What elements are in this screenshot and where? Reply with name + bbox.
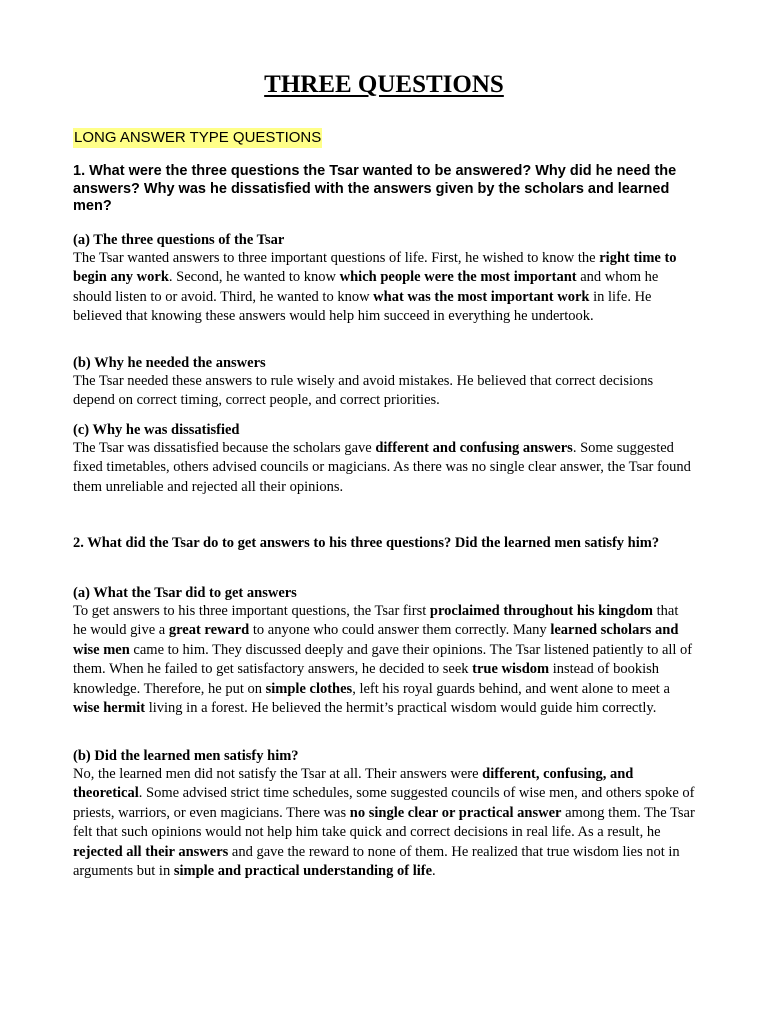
q1-b-text: The Tsar needed these answers to rule wisely and avoid mistakes. He believed that correct decisions depend on correct timing, correct people, and correct priorities. [73, 373, 654, 409]
section-label: LONG ANSWER TYPE QUESTIONS [74, 129, 322, 146]
q2-b-heading: (b) Did the learned men satisfy him? [73, 748, 299, 764]
question-2: 2. What did the Tsar do to get answers to his three questions? Did the learned men satisfy him? [73, 535, 660, 551]
q1-answer-a [73, 231, 695, 327]
page-title: THREE QUESTIONS [264, 71, 504, 98]
q1-c-text: The Tsar was dissatisfied because the scholars gave different and confusing answers. Some suggested fixed timetables, others advised councils or magicians. As there was no single clear answer, the Tsar found them unreliable and rejected all their opinions. [73, 440, 691, 495]
q1-b-heading: (b) Why he needed the answers [73, 355, 266, 371]
q1-c-heading: (c) Why he was dissatisfied [73, 422, 240, 438]
q1-answer-c [73, 421, 695, 497]
q2-answer-b [73, 747, 695, 881]
q1-answer-b [73, 354, 695, 411]
q2-a-heading: (a) What the Tsar did to get answers [73, 585, 297, 601]
question-1: 1. What were the three questions the Tsar wanted to be answered? Why did he need the answers? Why was he dissatisfied with the answers given by the scholars and learned men? [73, 163, 677, 214]
q2-b-text: No, the learned men did not satisfy the Tsar at all. Their answers were different, confusing, and theoretical. Some advised strict time schedules, some suggested councils of wise men, and others spoke of priests, warriors, or even magicians. There was no single clear or practical answer among them. The Tsar felt that such opinions would not help him take quick and correct decisions in real life. As a result, he rejected all their answers and gave the reward to none of them. He realized that true wisdom lies not in arguments but in simple and practical understanding of life. [73, 766, 695, 880]
q1-a-heading: (a) The three questions of the Tsar [73, 232, 285, 248]
q1-a-text: The Tsar wanted answers to three important questions of life. First, he wished to know the right time to begin any work. Second, he wanted to know which people were the most important and whom he should listen to or avoid. Third, he wanted to know what was the most important work in life. He believed that knowing these answers would help him succeed in everything he undertook. [73, 250, 677, 325]
q2-a-text: To get answers to his three important questions, the Tsar first proclaimed throughout his kingdom that he would give a great reward to anyone who could answer them correctly. Many learned scholars and wise men came to him. They discussed deeply and gave their opinions. The Tsar listened patiently to all of them. When he failed to get satisfactory answers, he decided to seek true wisdom instead of bookish knowledge. Therefore, he put on simple clothes, left his royal guards behind, and went alone to meet a wise hermit living in a forest. He believed the hermit’s practical wisdom would guide him correctly. [73, 603, 693, 717]
q2-answer-a [73, 584, 695, 718]
